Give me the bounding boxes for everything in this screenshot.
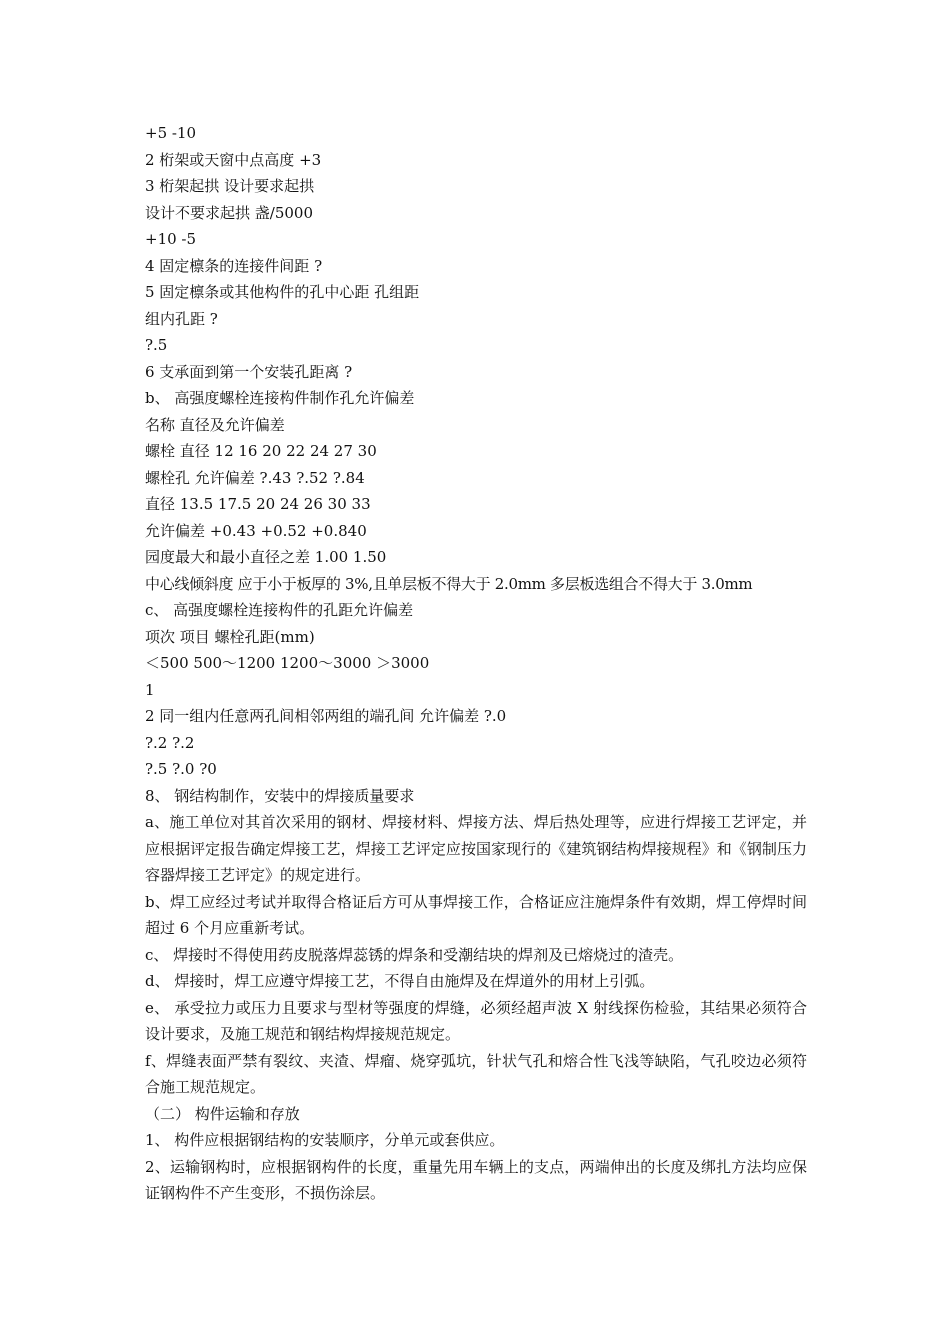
document-page — [145, 120, 807, 1207]
text-line: ?.2 ?.2 — [145, 733, 195, 752]
section-heading: 8、 钢结构制作，安装中的焊接质量要求 — [145, 786, 415, 805]
text-line: ?.5 — [145, 336, 168, 354]
section-heading: b、 高强度螺栓连接构件制作孔允许偏差 — [145, 389, 415, 407]
paragraph: 1、 构件应根据钢结构的安装顺序，分单元或套供应。 — [145, 1131, 505, 1149]
section-heading: （二） 构件运输和存放 — [145, 1104, 300, 1123]
text-line: 名称 直径及允许偏差 — [145, 415, 285, 434]
text-line: 直径 13.5 17.5 20 24 26 30 33 — [145, 495, 371, 513]
paragraph: 2、运输钢构时，应根据钢构件的长度，重量先用车辆上的支点，两端伸出的长度及绑扎方法均应保证钢构件不产生变形，不损伤涂层。 — [145, 1157, 807, 1202]
text-line: 组内孔距 ? — [145, 309, 218, 328]
paragraph: a、施工单位对其首次采用的钢材、焊接材料、焊接方法、焊后热处理等，应进行焊接工艺评定，并应根据评定报告确定焊接工艺，焊接工艺评定应按国家现行的《建筑钢结构焊接规程》和《钢制压力容器焊接工艺评定》的规定进行。 — [145, 813, 807, 884]
paragraph: b、焊工应经过考试并取得合格证后方可从事焊接工作，合格证应注施焊条件有效期，焊工停焊时间超过 6 个月应重新考试。 — [145, 892, 807, 937]
text-line: 2 同一组内任意两孔间相邻两组的端孔间 允许偏差 ?.0 — [145, 707, 507, 725]
paragraph: d、 焊接时，焊工应遵守焊接工艺，不得自由施焊及在焊道外的用材上引弧。 — [145, 972, 655, 990]
paragraph: e、 承受拉力或压力且要求与型材等强度的焊缝，必须经超声波 X 射线探伤检验，其结果必须符合设计要求，及施工规范和钢结构焊接规范规定。 — [145, 998, 807, 1043]
text-line: 螺栓孔 允许偏差 ?.43 ?.52 ?.84 — [145, 468, 365, 487]
section-heading: c、 高强度螺栓连接构件的孔距允许偏差 — [145, 601, 414, 619]
text-line: 项次 项目 螺栓孔距(mm) — [145, 627, 315, 646]
text-line: 中心线倾斜度 应于小于板厚的 3%,且单层板不得大于 2.0mm 多层板选组合不得大于 3.0mm — [145, 574, 753, 593]
text-line: 允许偏差 +0.43 +0.52 +0.840 — [145, 521, 367, 540]
text-line: 设计不要求起拱 盏/5000 — [145, 203, 313, 222]
text-line: 2 桁架或天窗中点高度 +3 — [145, 150, 322, 169]
paragraph: f、焊缝表面严禁有裂纹、夹渣、焊瘤、烧穿弧坑，针状气孔和熔合性飞浅等缺陷，气孔咬边必须符合施工规范规定。 — [145, 1051, 807, 1096]
text-line: 6 支承面到第一个安装孔距离 ? — [145, 362, 353, 381]
text-line: 螺栓 直径 12 16 20 22 24 27 30 — [145, 442, 377, 460]
text-line: +5 -10 — [145, 124, 197, 142]
text-line: 3 桁架起拱 设计要求起拱 — [145, 177, 315, 195]
text-line: ?.5 ?.0 ?0 — [145, 760, 217, 778]
text-line: 5 固定檩条或其他构件的孔中心距 孔组距 — [145, 283, 420, 301]
text-line: 园度最大和最小直径之差 1.00 1.50 — [145, 548, 387, 566]
paragraph: c、 焊接时不得使用药皮脱落焊蕊锈的焊条和受潮结块的焊剂及已熔烧过的渣壳。 — [145, 945, 684, 964]
text-line: 1 — [145, 680, 155, 699]
text-line: ＜500 500～1200 1200～3000 ＞3000 — [145, 654, 430, 672]
text-line: +10 -5 — [145, 230, 197, 248]
text-line: 4 固定檩条的连接件间距 ? — [145, 256, 323, 275]
